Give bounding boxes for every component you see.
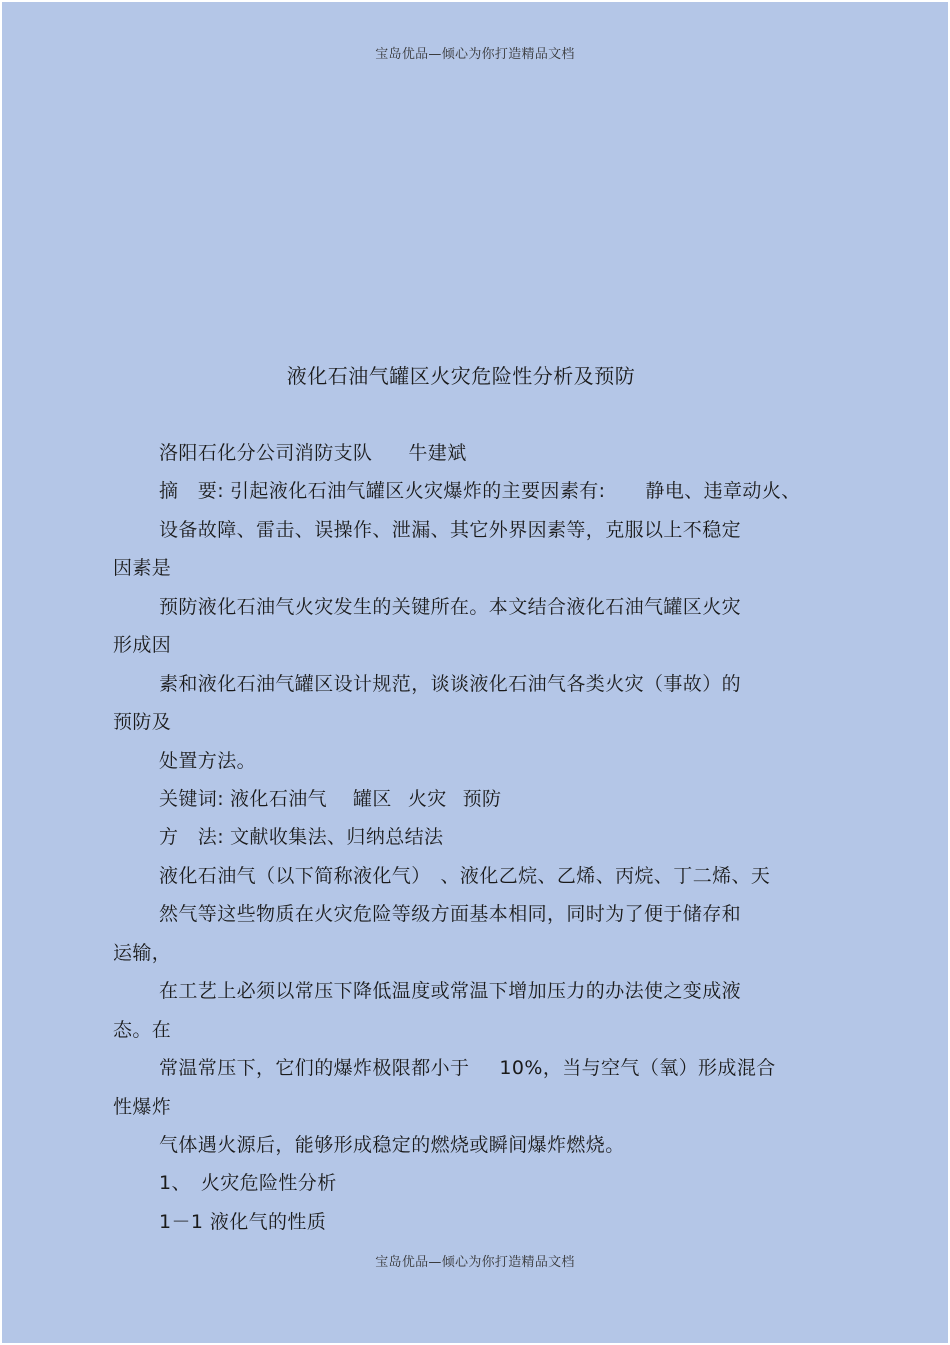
abstract-line-2: 设备故障、雷击、误操作、泄漏、其它外界因素等，克服以上不稳定 (159, 519, 742, 541)
body-line-3: 运输， (113, 942, 172, 964)
author-name: 牛建斌 (408, 442, 467, 464)
abstract-text: 引起液化石油气罐区火灾爆炸的主要因素有: (230, 480, 606, 502)
method-label: 方 法: (159, 826, 225, 848)
keywords-label: 关键词: (159, 788, 225, 810)
keywords-line (159, 784, 501, 811)
method-text: 文献收集法、归纳总结法 (230, 826, 444, 848)
abstract-line-6: 素和液化石油气罐区设计规范，谈谈液化石油气各类火灾（事故）的 (159, 673, 742, 695)
abstract-line-4: 预防液化石油气火灾发生的关键所在。本文结合液化石油气罐区火灾 (159, 596, 742, 618)
body-line-4: 在工艺上必须以常压下降低温度或常温下增加压力的办法使之变成液 (159, 980, 742, 1002)
section-heading-1-1: 1－1 液化气的性质 (159, 1211, 327, 1233)
author-line (159, 438, 467, 465)
section-heading-1: 1、 火灾危险性分析 (159, 1172, 337, 1194)
body-line-6 (159, 1053, 776, 1080)
body-text: 常温常压下，它们的爆炸极限都小于 (159, 1057, 470, 1079)
page-footer: 宝岛优品—倾心为你打造精品文档 (375, 1255, 575, 1270)
abstract-label: 摘 要: (159, 480, 225, 502)
keyword: 罐区 (353, 788, 392, 810)
page-header: 宝岛优品—倾心为你打造精品文档 (375, 47, 575, 62)
abstract-text: 静电、违章动火、 (645, 480, 801, 502)
body-line-8: 气体遇火源后，能够形成稳定的燃烧或瞬间爆炸燃烧。 (159, 1134, 625, 1156)
abstract-line-8: 处置方法。 (159, 750, 257, 772)
document-title: 液化石油气罐区火灾危险性分析及预防 (286, 364, 636, 388)
body-line-7: 性爆炸 (113, 1096, 172, 1118)
body-line-1: 液化石油气（以下简称液化气） 、液化乙烷、乙烯、丙烷、丁二烯、天 (159, 865, 771, 887)
keyword: 火灾 (407, 788, 447, 810)
body-line-5: 态。在 (113, 1019, 172, 1041)
author-unit: 洛阳石化分公司消防支队 (159, 442, 373, 464)
abstract-line-7: 预防及 (113, 711, 172, 733)
abstract-line-1 (159, 476, 801, 503)
keyword: 液化石油气 (230, 788, 328, 810)
keyword: 预防 (462, 788, 502, 810)
body-text: 10%，当与空气（氧）形成混合 (499, 1057, 776, 1079)
abstract-line-5: 形成因 (113, 634, 172, 656)
abstract-line-3: 因素是 (113, 557, 172, 579)
body-line-2: 然气等这些物质在火灾危险等级方面基本相同，同时为了便于储存和 (159, 903, 742, 925)
method-line (159, 822, 443, 849)
document-page (2, 2, 948, 1343)
